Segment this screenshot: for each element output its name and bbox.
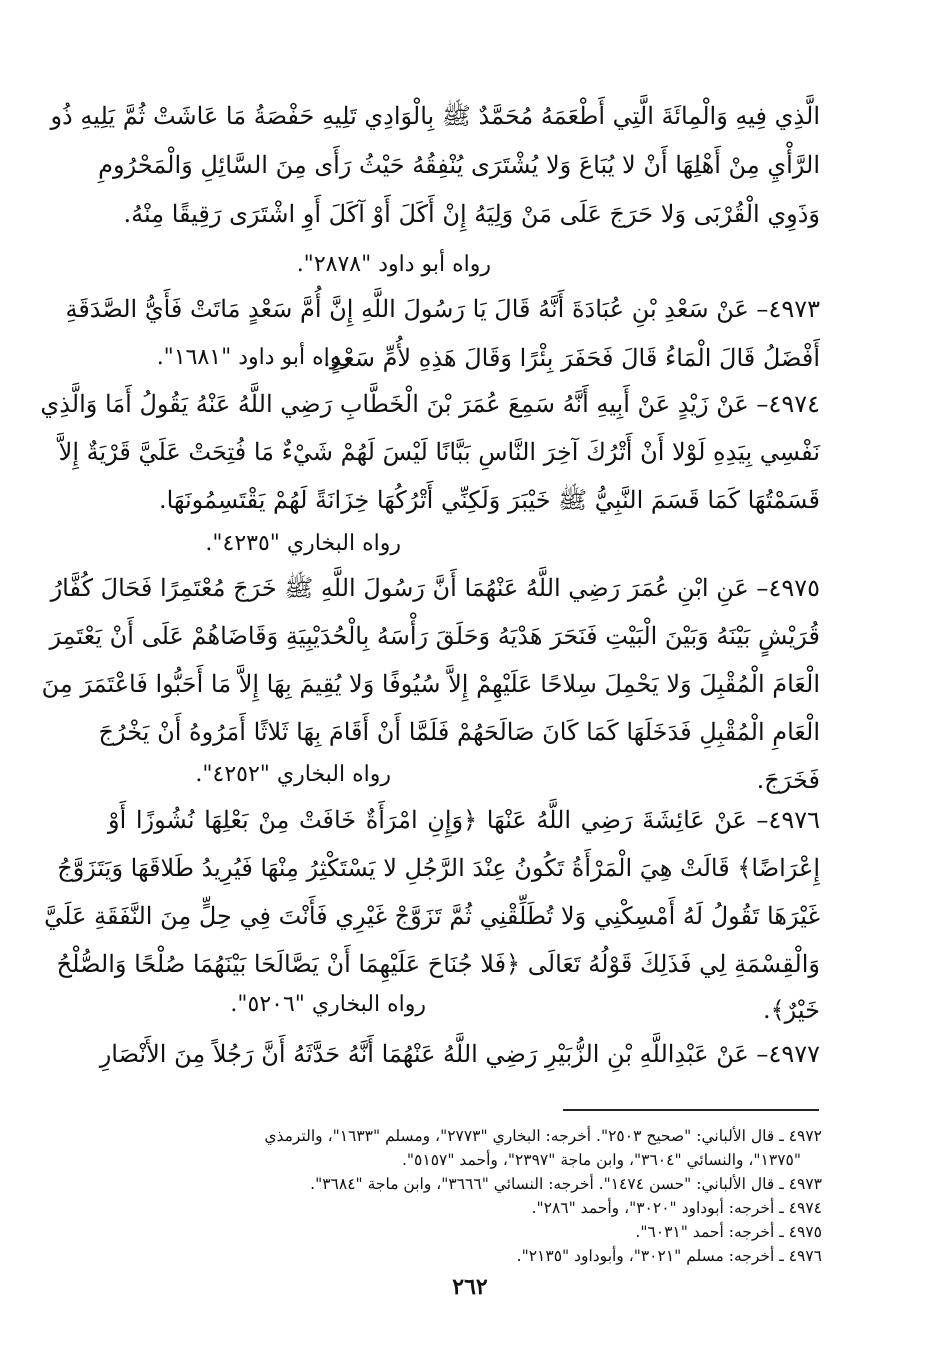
text-line: نَفْسِي بِيَدِهِ لَوْلا أَنْ أَتْرُكَ آخِرَ النَّاسِ بَبَّانًا لَيْسَ لَهُمْ شَيْءٌ مَا فُتِحَتْ عَلَيَّ قَرْيَةٌ إِلاَّ [58, 438, 820, 466]
hadith-source: رواه أبو داود "٢٨٧٨". [296, 252, 491, 277]
footnote-4975: ٤٩٧٥ ـ أخرجه: أحمد "٦٠٣١". [635, 1223, 822, 1241]
text-line: الرَّأْيِ مِنْ أَهْلِهَا أَنْ لا يُبَاعَ وَلا يُشْتَرَى يُنْفِقُهُ حَيْثُ رَأَى مِنَ السَّائِلِ وَالْمَحْرُومِ [98, 151, 820, 179]
hadith-source: رواه أبو داود "١٦٨١". [156, 345, 351, 370]
hadith-source: رواه البخاري "٤٢٣٥". [205, 531, 401, 556]
text-line: وَذَوِي الْقُرْبَى وَلا حَرَجَ عَلَى مَنْ وَلِيَهُ إِنْ أَكَلَ أَوْ آكَلَ أَوِ اشْتَرَى رَقِيقًا مِنْهُ. [123, 200, 820, 228]
footnote-4972: ٤٩٧٢ ـ قال الألباني: "صحيح ٢٥٠٣". أخرجه: البخاري "٢٧٧٣"، ومسلم "١٦٣٣"، والترمذي [264, 1127, 822, 1145]
text-line: قَسَمْتُهَا كَمَا قَسَمَ النَّبِيُّ ﷺ خَيْبَرَ وَلَكِنِّي أَتْرُكُهَا خِزَانَةً لَهُمْ يَقْتَسِمُونَهَا. [158, 486, 820, 514]
text-line: الْعَامَ الْمُقْبِلَ وَلا يَحْمِلَ سِلاحًا عَلَيْهِمْ إِلاَّ سُيُوفًا وَلا يُقِيمَ بِهَا إِلاَّ مَا أَحَبُّوا فَاعْتَمَرَ مِنَ [41, 670, 820, 698]
footnote-4972-cont: "١٣٧٥"، والنسائي "٣٦٠٤"، وابن ماجة "٢٣٩٧"، وأحمد "٥١٥٧". [401, 1151, 801, 1169]
footnote-divider [563, 1109, 819, 1111]
footnote-4973: ٤٩٧٣ ـ قال الألباني: "حسن ١٤٧٤". أخرجه: النسائي "٣٦٦٦"، وابن ماجة "٣٦٨٤". [310, 1175, 822, 1193]
hadith-4974-line: ٤٩٧٤– عَنْ زَيْدٍ عَنْ أَبِيهِ أَنَّهُ سَمِعَ عُمَرَ بْنَ الْخَطَّابِ رَضِي اللَّهُ عَنْهُ يَقُولُ أَمَا وَالَّذِي [40, 390, 820, 418]
text-line: قُرَيْشٍ بَيْنَهُ وَبَيْنَ الْبَيْتِ فَنَحَرَ هَدْيَهُ وَحَلَقَ رَأْسَهُ بِالْحُدَيْبِيَةِ وَقَاضَاهُمْ عَلَى أَنْ يَعْتَمِرَ [49, 622, 820, 650]
hadith-4977-line: ٤٩٧٧– عَنْ عَبْدِاللَّهِ بْنِ الزُّبَيْرِ رَضِي اللَّهُ عَنْهُمَا أَنَّهُ حَدَّثَهُ أَنَّ رَجُلاً مِنَ الأَنْصَارِ [99, 1040, 820, 1068]
hadith-4973-line: ٤٩٧٣– عَنْ سَعْدِ بْنِ عُبَادَةَ أَنَّهُ قَالَ يَا رَسُولَ اللَّهِ إِنَّ أُمَّ سَعْدٍ مَاتَتْ فَأَيُّ الصَّدَقَةِ [65, 295, 820, 323]
hadith-source: رواه البخاري "٤٢٥٢". [195, 762, 391, 787]
footnote-4974: ٤٩٧٤ ـ أخرجه: أبوداود "٣٠٢٠"، وأحمد "٢٨٦". [531, 1199, 822, 1217]
text-line: أَفْضَلُ قَالَ الْمَاءُ قَالَ فَحَفَرَ بِئْرًا وَقَالَ هَذِهِ لأُمِّ سَعْدٍ. [323, 344, 820, 372]
text-line: الْعَامِ الْمُقْبِلِ فَدَخَلَهَا كَمَا كَانَ صَالَحَهُمْ فَلَمَّا أَنْ أَقَامَ بِهَا ثَلاثًا أَمَرُوهُ أَنْ يَخْرُجَ [98, 718, 820, 746]
hadith-4976-line: ٤٩٧٦– عَنْ عَائِشَةَ رَضِي اللَّهُ عَنْهَا ﴿وَإِنِ امْرَأَةٌ خَافَتْ مِنْ بَعْلِهَا نُشُوزًا أَوْ [108, 806, 820, 834]
text-line: الَّذِي فِيهِ وَالْمِائَةَ الَّتِي أَطْعَمَهُ مُحَمَّدٌ ﷺ بِالْوَادِي تَلِيهِ حَفْصَةُ مَا عَاشَتْ ثُمَّ يَلِيهِ ذُو [50, 102, 820, 130]
text-line: وَالْقِسْمَةِ لِي فَذَلِكَ قَوْلُهُ تَعَالَى ﴿فَلا جُنَاحَ عَلَيْهِمَا أَنْ يَصَّالَحَا بَيْنَهُمَا صُلْحًا وَالصُّلْحُ [56, 950, 820, 978]
text-line: خَيْرٌ﴾. [762, 996, 820, 1024]
page-number: ٢٦٢ [452, 1274, 488, 1300]
text-line: فَخَرَجَ. [756, 766, 820, 794]
hadith-4975-line: ٤٩٧٥– عَنِ ابْنِ عُمَرَ رَضِي اللَّهُ عَنْهُمَا أَنَّ رَسُولَ اللَّهِ ﷺ خَرَجَ مُعْتَمِرًا فَحَالَ كُفَّارُ [50, 574, 820, 602]
hadith-source: رواه البخاري "٥٢٠٦". [230, 992, 426, 1017]
footnote-4976: ٤٩٧٦ ـ أخرجه: مسلم "٣٠٢١"، وأبوداود "٢١٣٥". [516, 1247, 822, 1265]
text-line: غَيْرَهَا تَقُولُ لَهُ أَمْسِكْنِي وَلا تُطَلِّقْنِي ثُمَّ تَزَوَّجْ غَيْرِي فَأَنْتَ فِي حِلٍّ مِنَ النَّفَقَةِ عَلَيَّ [44, 902, 820, 930]
text-line: إِعْرَاضًا﴾ قَالَتْ هِيَ الْمَرْأَةُ تَكُونُ عِنْدَ الرَّجُلِ لا يَسْتَكْثِرُ مِنْهَا فَيُرِيدُ طَلاقَهَا وَيَتَزَوَّجُ [57, 854, 820, 882]
